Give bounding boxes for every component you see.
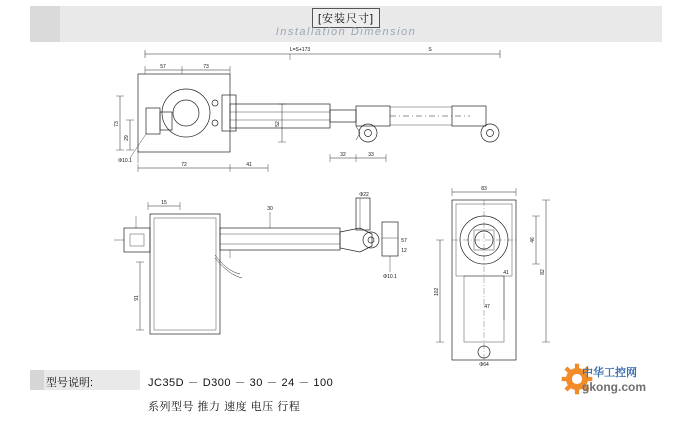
dim-phi22: Φ22 [359,192,369,198]
dimension-labels [114,47,546,368]
dim-stroke: S [428,47,432,53]
dim-41: 41 [246,162,252,168]
dim-32: 32 [340,152,346,158]
dim-82: 82 [540,269,546,275]
dim-47: 47 [484,304,490,310]
dim-hole-10-1: Φ10.1 [118,158,132,164]
dim-57: 57 [160,64,166,70]
model-legend-label: 型号说明: [46,377,94,389]
watermark [560,360,684,406]
dim-phi10-1-side: Φ10.1 [383,274,397,280]
dim-102: 102 [434,287,440,297]
dim-30: 30 [267,206,273,212]
dim-overall-length: L=S+173 [289,47,311,53]
page-title-en: Installation Dimension [275,26,417,38]
dim-46: 46 [530,237,536,243]
page-title-cn-text: [安装尺寸] [312,8,380,28]
dim-33: 33 [368,152,374,158]
dim-83: 83 [481,186,487,192]
dim-73-left: 73 [114,121,120,127]
model-code-description: 系列型号 推力 速度 电压 行程 [148,401,301,413]
dim-15: 15 [161,200,167,206]
dim-52: 52 [275,121,281,127]
dim-12: 12 [401,248,407,254]
dim-91: 91 [134,295,140,301]
dim-29: 29 [124,135,130,141]
dim-41-end: 41 [503,270,509,276]
watermark-line2: gkong.com [582,380,647,394]
watermark-line1: 中华工控网 [582,367,637,379]
legend-band-accent [30,370,44,390]
dim-phi64: Φ64 [479,362,489,368]
dim-73: 73 [203,64,209,70]
model-code: JC35D － D300 － 30 － 24 － 100 [148,377,334,389]
dim-72: 72 [181,162,187,168]
dim-57-side: 57 [401,238,407,244]
